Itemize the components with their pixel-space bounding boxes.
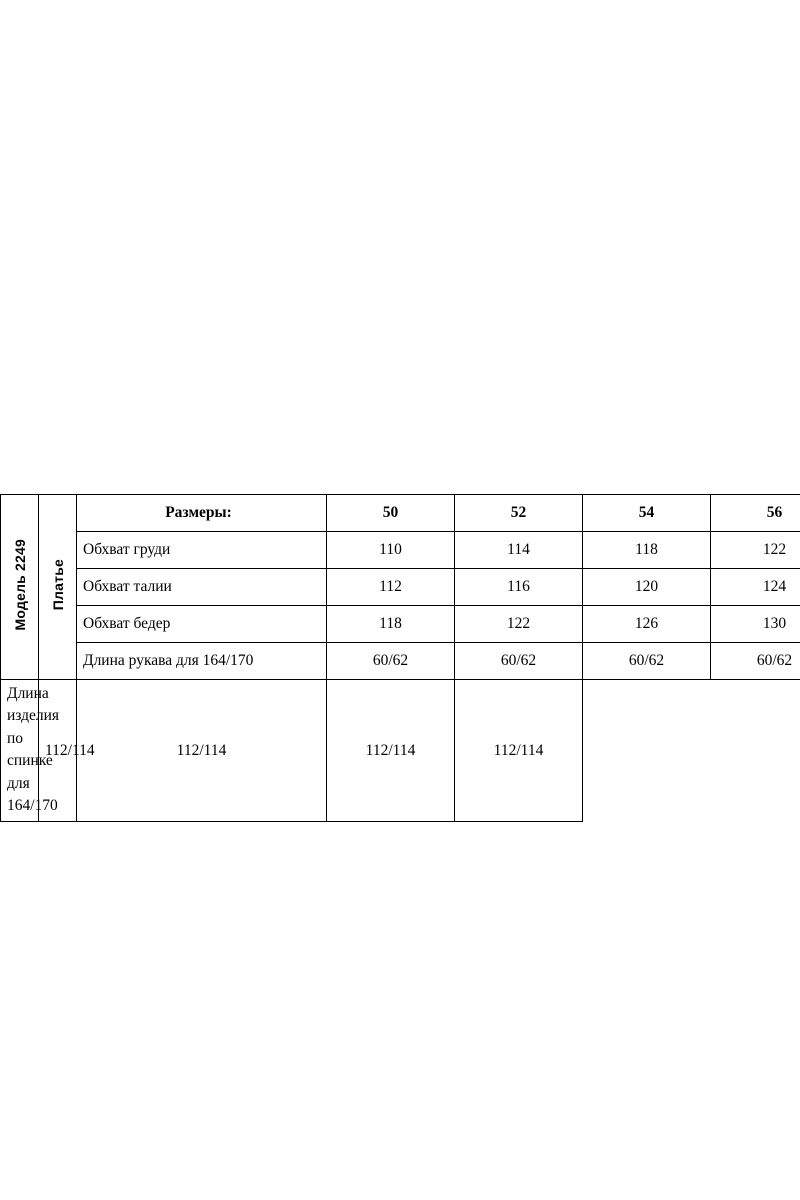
cell-sleeve-56: 60/62 bbox=[711, 643, 800, 680]
cell-sleeve-52: 60/62 bbox=[455, 643, 583, 680]
cell-hips-50: 118 bbox=[327, 606, 455, 643]
row-label-sleeve-length: Длина рукава для 164/170 bbox=[77, 643, 327, 680]
cell-hips-52: 122 bbox=[455, 606, 583, 643]
column-header-size-54: 54 bbox=[583, 495, 711, 532]
row-label-waist: Обхват талии bbox=[77, 569, 327, 606]
cell-waist-52: 116 bbox=[455, 569, 583, 606]
table-row bbox=[1, 680, 800, 822]
cell-chest-50: 110 bbox=[327, 532, 455, 569]
column-header-size-50: 50 bbox=[327, 495, 455, 532]
cell-back-length-52: 112/114 bbox=[77, 680, 327, 822]
column-header-size-52: 52 bbox=[455, 495, 583, 532]
model-label-cell bbox=[1, 495, 39, 680]
table-row bbox=[1, 532, 800, 569]
cell-waist-50: 112 bbox=[327, 569, 455, 606]
table-row bbox=[1, 643, 800, 680]
model-label-text: Модель 2249 bbox=[11, 538, 28, 631]
cell-sleeve-54: 60/62 bbox=[583, 643, 711, 680]
cell-hips-54: 126 bbox=[583, 606, 711, 643]
cell-chest-52: 114 bbox=[455, 532, 583, 569]
row-label-chest: Обхват груди bbox=[77, 532, 327, 569]
cell-chest-56: 122 bbox=[711, 532, 800, 569]
table-row bbox=[1, 606, 800, 643]
row-label-back-length-line1: Длина изделия по спинке bbox=[7, 685, 60, 770]
column-header-parameter: Размеры: bbox=[77, 495, 327, 532]
row-label-back-length-line2: для 164/170 bbox=[7, 774, 58, 815]
cell-back-length-54: 112/114 bbox=[327, 680, 455, 822]
product-label-text: Платье bbox=[49, 558, 66, 610]
cell-hips-56: 130 bbox=[711, 606, 800, 643]
cell-back-length-56: 112/114 bbox=[455, 680, 583, 822]
table-row bbox=[1, 569, 800, 606]
cell-waist-56: 124 bbox=[711, 569, 800, 606]
table-row-header bbox=[1, 495, 800, 532]
cell-sleeve-50: 60/62 bbox=[327, 643, 455, 680]
cell-chest-54: 118 bbox=[583, 532, 711, 569]
cell-waist-54: 120 bbox=[583, 569, 711, 606]
cell-back-length-50: 112/114 bbox=[39, 680, 77, 822]
size-table-container bbox=[0, 494, 793, 822]
row-label-back-length bbox=[1, 680, 60, 822]
column-header-size-56: 56 bbox=[711, 495, 800, 532]
product-label-cell bbox=[39, 495, 77, 680]
size-chart-table bbox=[0, 494, 800, 822]
row-label-hips: Обхват бедер bbox=[77, 606, 327, 643]
